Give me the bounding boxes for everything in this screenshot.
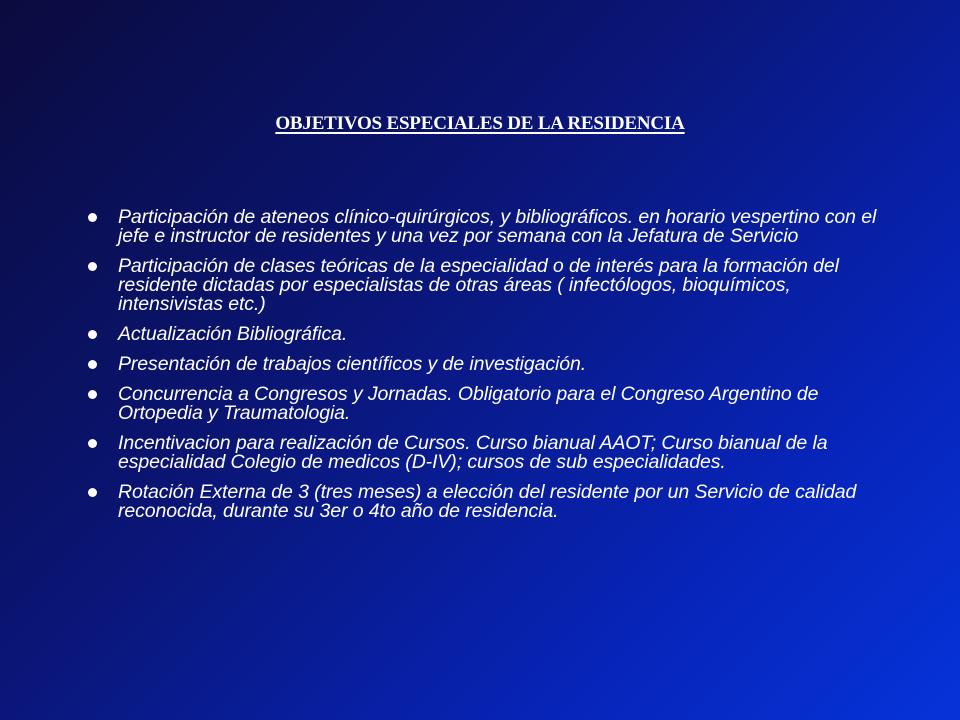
bullet-item (86, 483, 886, 521)
bullet-text: Participación de clases teóricas de la especialidad o de interés para la formación del residente dictadas por especialistas de otras áreas ( infectólogos, bioquímicos, intensivistas etc.) (118, 255, 839, 315)
bullet-item (86, 208, 886, 246)
bullet-dot-icon (88, 360, 97, 369)
bullet-dot-icon (88, 262, 97, 271)
bullet-text: Rotación Externa de 3 (tres meses) a elección del residente por un Servicio de calidad reconocida, durante su 3er o 4to año de residencia. (118, 481, 857, 522)
bullet-text: Participación de ateneos clínico-quirúrgicos, y bibliográficos. en horario vespertino con el jefe e instructor de residentes y una vez por semana con la Jefatura de Servicio (118, 206, 877, 247)
bullet-text: Concurrencia a Congresos y Jornadas. Obligatorio para el Congreso Argentino de Ortopedia y Traumatologia. (118, 383, 819, 424)
bullet-item (86, 355, 886, 374)
bullet-item (86, 257, 886, 314)
bullet-item (86, 385, 886, 423)
bullet-text: Presentación de trabajos científicos y de investigación. (118, 353, 587, 375)
bullet-list (86, 208, 886, 532)
bullet-text: Incentivacion para realización de Cursos. Curso bianual AAOT; Curso bianual de la especialidad Colegio de medicos (D-IV); cursos de sub especialidades. (118, 432, 828, 473)
bullet-item (86, 325, 886, 344)
bullet-item (86, 434, 886, 472)
bullet-dot-icon (88, 213, 97, 222)
slide-title: OBJETIVOS ESPECIALES DE LA RESIDENCIA (275, 113, 685, 134)
bullet-dot-icon (88, 390, 97, 399)
bullet-text: Actualización Bibliográfica. (118, 323, 348, 345)
bullet-dot-icon (88, 488, 97, 497)
bullet-dot-icon (88, 330, 97, 339)
bullet-dot-icon (88, 439, 97, 448)
